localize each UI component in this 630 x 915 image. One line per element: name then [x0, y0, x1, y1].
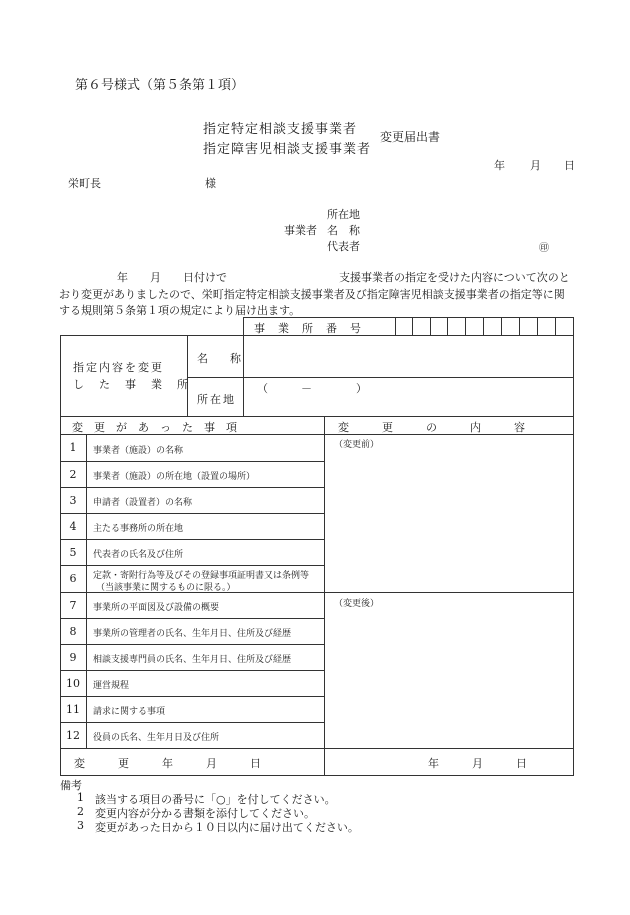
date-day-label: 日 — [564, 159, 575, 172]
list-item-no: 9 — [69, 650, 77, 664]
date-year-label: 年 — [494, 159, 505, 172]
list-item-text: 定款・寄附行為等及びその登録事項証明書又は条例等 — [93, 571, 310, 581]
before-change-label: （変更前） — [334, 440, 380, 450]
list-item-text: 事業者（施設）の名称 — [93, 446, 184, 456]
list-item-text: 事業所の平面図及び設備の概要 — [93, 603, 220, 613]
list-item-no: 3 — [69, 493, 77, 507]
office-postal-code: （ － ） — [257, 382, 367, 395]
body-month: 月 — [150, 271, 161, 284]
note-no: 3 — [77, 819, 84, 832]
note-no: 2 — [77, 805, 84, 818]
list-item-text: 相談支援専門員の氏名、生年月日、住所及び経歴 — [93, 655, 292, 665]
list-item-text-2: （当該事業に関するものに限る。） — [96, 583, 236, 593]
addressee-name: 栄町長 — [68, 177, 101, 190]
list-item-text: 運営規程 — [93, 681, 130, 691]
list-item-text: 主たる事務所の所在地 — [93, 524, 184, 534]
after-change-label: （変更後） — [334, 599, 380, 609]
office-name-label: 名 称 — [197, 352, 241, 365]
note-no: 1 — [77, 791, 84, 804]
body-day: 日付けで — [183, 271, 227, 284]
changed-office-label-1: 指定内容を変更 — [73, 361, 164, 374]
list-item-text: 役員の氏名、生年月日及び住所 — [93, 733, 220, 743]
addressee-honorific: 様 — [205, 177, 216, 190]
change-date-value: 年 月 日 — [428, 757, 527, 770]
list-item-text: 請求に関する事項 — [93, 707, 166, 717]
list-item-no: 6 — [69, 572, 77, 585]
list-item-no: 11 — [66, 702, 80, 716]
list-item-text: 代表者の氏名及び住所 — [93, 550, 184, 560]
list-item-no: 4 — [69, 519, 77, 533]
list-item-text: 事業所の管理者の氏名、生年月日、住所及び経歴 — [93, 629, 292, 639]
applicant-address-label: 所在地 — [327, 208, 360, 221]
notes-heading: 備考 — [60, 779, 82, 792]
title-line1: 指定特定相談支援事業者 — [203, 122, 358, 137]
list-item-no: 5 — [69, 545, 77, 559]
body-text1: 支援事業者の指定を受けた内容について次のと — [339, 271, 570, 284]
seal-mark: ㊞ — [539, 243, 549, 254]
items-header: 変 更 が あ っ た 事 項 — [72, 421, 237, 434]
content-header: 変 更 の 内 容 — [338, 421, 525, 434]
office-number-label: 事 業 所 番 号 — [254, 322, 362, 335]
body-year: 年 — [117, 271, 128, 284]
body-text3: する規則第５条第１項の規定により届け出ます。 — [59, 304, 301, 317]
applicant-rep-label: 代表者 — [327, 240, 360, 253]
change-date-label: 変 更 年 月 日 — [74, 757, 261, 770]
note-text: 変更内容が分かる書類を添付してください。 — [95, 807, 315, 820]
note-text: 変更があった日から１０日以内に届け出てください。 — [95, 821, 359, 834]
applicant-name-label: 名 称 — [327, 224, 360, 237]
title-suffix: 変更届出書 — [380, 130, 441, 144]
body-text2: おり変更がありましたので、栄町指定特定相談支援事業者及び指定障害児相談支援事業者の指定等に関 — [59, 288, 565, 301]
office-address-label: 所在地 — [197, 393, 236, 406]
list-item-no: 2 — [69, 467, 77, 481]
changed-office-label-2: し た 事 業 所 — [73, 378, 190, 391]
note-text: 該当する項目の番号に「○」を付してください。 — [95, 793, 336, 806]
list-item-no: 8 — [69, 624, 77, 638]
list-item-text: 事業者（施設）の所在地（設置の場所） — [93, 472, 256, 482]
date-month-label: 月 — [530, 159, 541, 172]
form-number: 第６号様式（第５条第１項） — [75, 78, 245, 93]
title-line2: 指定障害児相談支援事業者 — [203, 142, 372, 157]
list-item-no: 1 — [69, 441, 77, 454]
list-item-no: 10 — [66, 676, 80, 690]
list-item-no: 7 — [69, 598, 77, 612]
list-item-text: 申請者（設置者）の名称 — [93, 498, 193, 508]
list-item-no: 12 — [66, 728, 80, 742]
applicant-group-label: 事業者 — [284, 224, 317, 237]
